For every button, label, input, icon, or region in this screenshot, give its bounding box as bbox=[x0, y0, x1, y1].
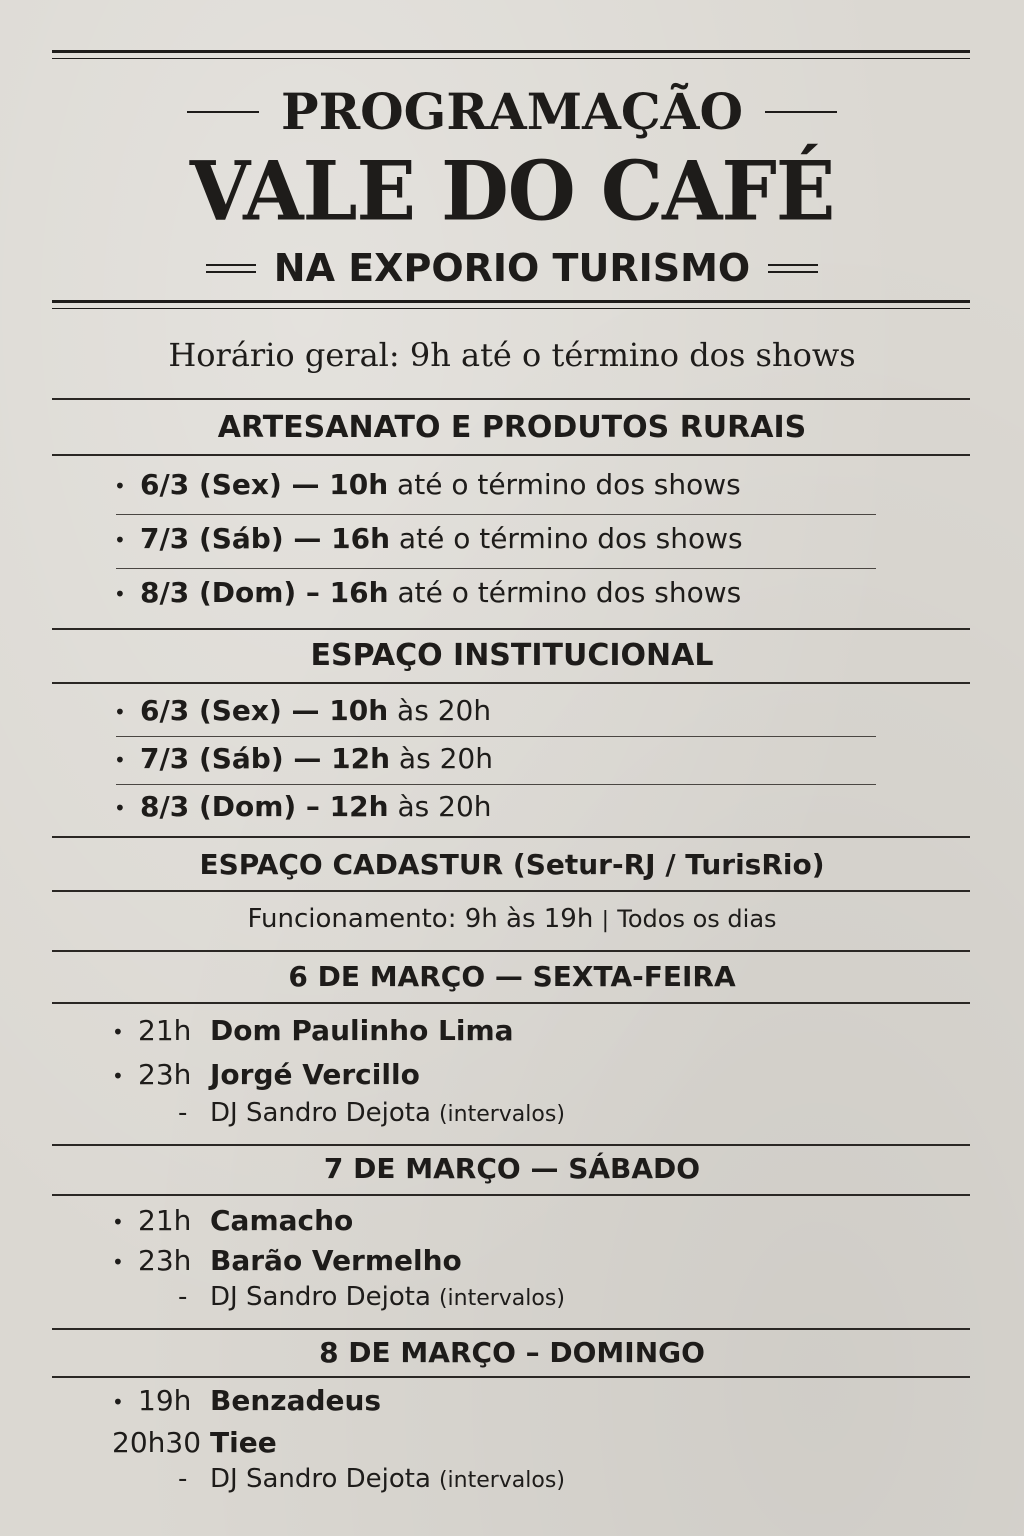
rule bbox=[52, 1376, 970, 1378]
rule bbox=[52, 890, 970, 892]
title-programacao: PROGRAMAÇÃO bbox=[280, 82, 744, 141]
rule bbox=[52, 836, 970, 838]
top-double-rule bbox=[52, 50, 970, 62]
funcionamento-text: Funcionamento: 9h às 19h bbox=[247, 904, 594, 934]
section-title-dia6: 6 DE MARÇO — SEXTA-FEIRA bbox=[288, 960, 736, 993]
sub-rule bbox=[116, 784, 876, 785]
rule bbox=[52, 950, 970, 952]
section-title-dia8: 8 DE MARÇO – DOMINGO bbox=[319, 1336, 705, 1369]
list-item: • 7/3 (Sáb) — 12h às 20h bbox=[114, 742, 493, 775]
rule bbox=[52, 628, 970, 630]
title-dash-right bbox=[765, 111, 837, 113]
title-dash-left bbox=[187, 111, 259, 113]
rule bbox=[52, 454, 970, 456]
cadastur-funcionamento bbox=[0, 904, 1024, 934]
dj-item: - DJ Sandro Dejota (intervalos) bbox=[178, 1282, 565, 1312]
list-item: • 8/3 (Dom) – 16h até o término dos shows bbox=[114, 576, 742, 609]
section-title-artesanato: ARTESANATO E PRODUTOS RURAIS bbox=[217, 410, 807, 445]
rule bbox=[52, 398, 970, 400]
show-item: • 23h Jorgé Vercillo bbox=[112, 1058, 420, 1091]
section-title-cadastur: ESPAÇO CADASTUR (Setur-RJ / TurisRio) bbox=[199, 848, 825, 881]
sub-rule bbox=[116, 568, 876, 569]
list-item: • 6/3 (Sex) — 10h até o término dos shows bbox=[114, 468, 741, 501]
sub-rule bbox=[116, 514, 876, 515]
subtitle-exporio: NA EXPORIO TURISMO bbox=[273, 246, 751, 290]
section-title-dia7: 7 DE MARÇO — SÁBADO bbox=[323, 1152, 701, 1185]
show-item: • 23h Barão Vermelho bbox=[112, 1244, 462, 1277]
show-item: • 19h Benzadeus bbox=[112, 1384, 382, 1417]
dj-item: - DJ Sandro Dejota (intervalos) bbox=[178, 1098, 565, 1128]
rule bbox=[52, 1002, 970, 1004]
show-item: • 21h Camacho bbox=[112, 1204, 354, 1237]
separator: | bbox=[601, 908, 610, 933]
title-vale-row bbox=[0, 143, 1024, 240]
horario-geral: Horário geral: 9h até o término dos shows bbox=[168, 336, 856, 374]
rule bbox=[52, 682, 970, 684]
list-item: • 7/3 (Sáb) — 16h até o término dos shows bbox=[114, 522, 743, 555]
subtitle-eq-left bbox=[206, 264, 256, 273]
header-double-rule bbox=[52, 300, 970, 312]
subtitle-eq-right bbox=[768, 264, 818, 273]
show-item: • 21h Dom Paulinho Lima bbox=[112, 1014, 514, 1047]
show-item: 20h30 Tiee bbox=[112, 1426, 277, 1459]
title-vale-do-cafe: VALE DO CAFÉ bbox=[189, 143, 835, 240]
dj-item: - DJ Sandro Dejota (intervalos) bbox=[178, 1464, 565, 1494]
list-item: • 6/3 (Sex) — 10h às 20h bbox=[114, 694, 492, 727]
rule bbox=[52, 1194, 970, 1196]
list-item: • 8/3 (Dom) – 12h às 20h bbox=[114, 790, 492, 823]
todos-os-dias: Todos os dias bbox=[617, 905, 777, 933]
subtitle-row bbox=[0, 246, 1024, 290]
rule bbox=[52, 1328, 970, 1330]
section-title-institucional: ESPAÇO INSTITUCIONAL bbox=[310, 638, 714, 673]
sub-rule bbox=[116, 736, 876, 737]
rule bbox=[52, 1144, 970, 1146]
title-programacao-row bbox=[0, 82, 1024, 141]
